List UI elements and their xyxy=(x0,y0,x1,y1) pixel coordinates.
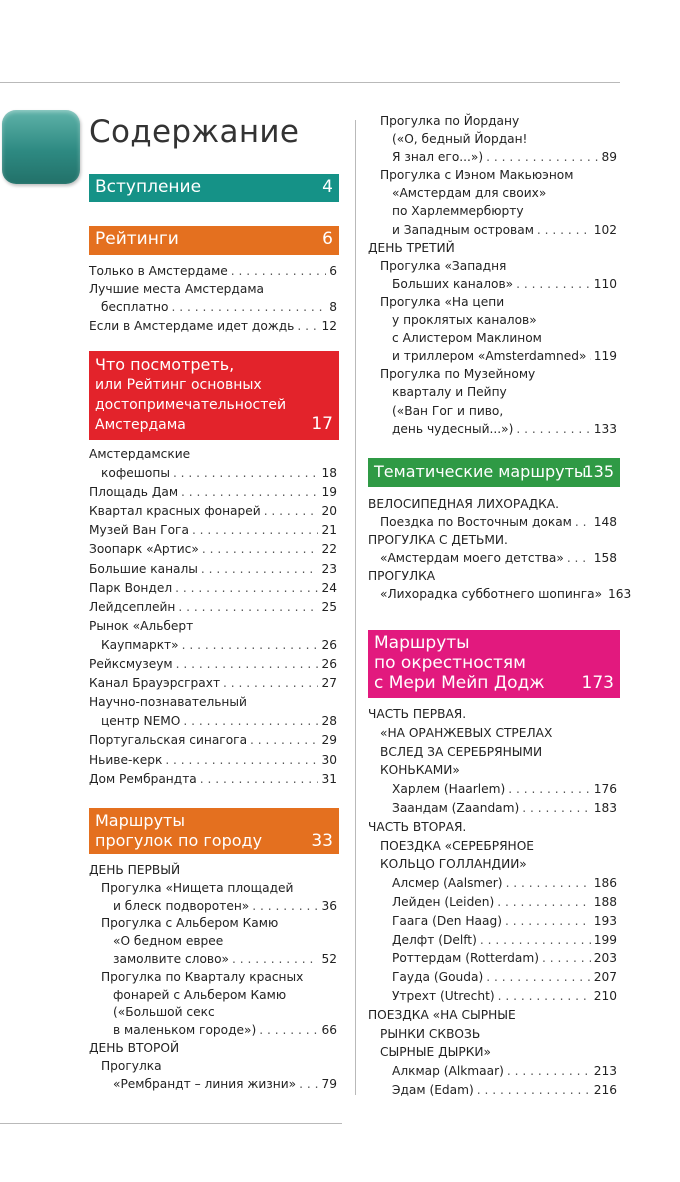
toc-entry-page: 186 xyxy=(593,876,617,891)
chapter-tab-icon xyxy=(2,110,80,184)
toc-entry[interactable] xyxy=(89,712,337,731)
toc-entry-text: Площадь Дам xyxy=(89,485,179,500)
toc-entry-text: Я знал его...») xyxy=(392,150,484,165)
toc-entry-page: 193 xyxy=(593,913,617,928)
toc-entry[interactable] xyxy=(368,968,617,987)
toc-entry-text: Поездка по Восточным докам xyxy=(380,515,572,530)
toc-entry-text: день чудесный...») xyxy=(392,421,514,436)
toc-entry-page: 52 xyxy=(321,951,337,966)
toc-entry-text: Прогулка «Нищета площадей xyxy=(101,880,294,895)
toc-entry-text: Прогулка по Кварталу красных xyxy=(101,969,304,984)
toc-entry-page: 24 xyxy=(321,580,337,595)
toc-leader-dots xyxy=(175,579,318,598)
around-list xyxy=(368,705,617,1100)
toc-entry-page: 199 xyxy=(593,932,617,947)
section-walks-line2: прогулок по городу xyxy=(95,831,263,850)
toc-entry-text: и блеск подворотен» xyxy=(113,898,250,913)
toc-entry-text: «О бедном еврее xyxy=(113,934,224,949)
toc-leader-dots xyxy=(192,521,319,540)
toc-entry-page: 158 xyxy=(593,551,617,566)
toc-entry-page: 176 xyxy=(593,782,617,797)
toc-leader-dots xyxy=(575,513,591,531)
toc-entry-text: Канал Брауэрсграхт xyxy=(89,676,221,691)
toc-entry-text: «Амстердам моего детства» xyxy=(380,551,564,566)
toc-entry-text: Зоопарк «Артис» xyxy=(89,542,199,557)
toc-entry xyxy=(368,202,617,220)
toc-leader-dots xyxy=(299,1076,318,1094)
toc-entry-page: 12 xyxy=(321,318,337,333)
toc-entry xyxy=(368,818,617,837)
toc-entry-text: ЧАСТЬ ВТОРАЯ. xyxy=(368,819,467,834)
toc-entry-text: Ньиве-керк xyxy=(89,752,163,767)
toc-leader-dots xyxy=(297,317,318,335)
toc-entry xyxy=(368,531,617,549)
toc-leader-dots xyxy=(497,893,590,912)
toc-leader-dots xyxy=(183,712,318,731)
toc-entry-text: Прогулка по Йордану xyxy=(380,114,520,128)
section-themes[interactable] xyxy=(368,458,620,487)
section-walks-page: 33 xyxy=(311,831,333,851)
toc-entry-text: Лейдсеплейн xyxy=(89,599,176,614)
toc-entry[interactable] xyxy=(368,987,617,1006)
toc-entry[interactable] xyxy=(368,874,617,893)
section-ratings[interactable] xyxy=(89,226,339,255)
toc-entry-page: 27 xyxy=(321,676,337,691)
toc-entry xyxy=(368,761,617,780)
toc-entry[interactable] xyxy=(89,579,337,598)
toc-entry-text: Рынок «Альберт xyxy=(89,618,194,633)
toc-leader-dots xyxy=(182,636,319,655)
section-ratings-page: 6 xyxy=(322,229,333,249)
toc-entry-text: Прогулка с Альбером Камю xyxy=(101,916,279,931)
toc-leader-dots xyxy=(176,655,319,674)
section-around[interactable] xyxy=(368,630,620,698)
toc-entry-text: ПРОГУЛКА xyxy=(368,569,436,584)
toc-entry-text: («О, бедный Йордан! xyxy=(392,132,528,147)
column-divider xyxy=(355,120,356,1095)
toc-entry-text: ПОЕЗДКА «СЕРЕБРЯНОЕ xyxy=(380,838,535,853)
toc-leader-dots xyxy=(567,549,591,567)
toc-leader-dots xyxy=(498,987,591,1006)
toc-entry xyxy=(368,311,617,329)
toc-entry-text: Прогулка по Музейному xyxy=(380,367,536,382)
toc-leader-dots xyxy=(516,275,591,293)
toc-entry-text: «Амстердам для своих» xyxy=(392,186,547,201)
toc-entry-page: 26 xyxy=(321,637,337,652)
toc-entry-text: Рейксмузеум xyxy=(89,657,173,672)
section-around-line3: с Мери Мейп Додж xyxy=(374,673,545,693)
toc-entry xyxy=(368,130,617,148)
toc-entry[interactable] xyxy=(89,1022,337,1040)
toc-entry-text: фонарей с Альбером Камю xyxy=(113,987,287,1002)
toc-entry-text: Музей Ван Гога xyxy=(89,523,189,538)
toc-entry-text: «Рембрандт – линия жизни» xyxy=(113,1076,297,1091)
section-sights-line4: Амстердама xyxy=(95,417,186,433)
toc-entry-text: Харлем (Haarlem) xyxy=(392,782,506,797)
toc-entry[interactable] xyxy=(89,751,337,770)
toc-entry[interactable] xyxy=(89,464,337,483)
section-sights-line3: достопримечательностей xyxy=(95,397,287,413)
toc-entry-page: 163 xyxy=(608,587,632,602)
toc-entry xyxy=(368,495,617,513)
toc-leader-dots xyxy=(232,951,318,969)
toc-entry-page: 21 xyxy=(321,523,337,538)
toc-entry xyxy=(89,445,337,464)
toc-entry-page: 8 xyxy=(329,300,337,315)
toc-leader-dots xyxy=(250,731,318,750)
toc-leader-dots xyxy=(252,898,318,916)
section-around-page: 173 xyxy=(581,673,614,693)
toc-entry xyxy=(368,257,617,275)
toc-entry[interactable] xyxy=(89,770,337,789)
toc-entry-text: кварталу и Пейпу xyxy=(392,385,507,400)
toc-entry-page: 188 xyxy=(593,894,617,909)
toc-entry xyxy=(368,184,617,202)
toc-entry xyxy=(368,724,617,743)
toc-entry xyxy=(368,567,617,585)
toc-entry-page: 22 xyxy=(321,542,337,557)
toc-entry-page: 119 xyxy=(593,349,617,364)
toc-entry-text: Утрехт (Utrecht) xyxy=(392,988,495,1003)
toc-entry[interactable] xyxy=(89,483,337,502)
toc-entry-text: Только в Амстердаме xyxy=(89,264,228,278)
toc-entry-text: «НА ОРАНЖЕВЫХ СТРЕЛАХ xyxy=(380,725,553,740)
toc-entry-text: замолвите слово» xyxy=(113,951,230,966)
toc-entry-page: 133 xyxy=(593,421,617,436)
toc-entry[interactable] xyxy=(368,949,617,968)
toc-entry-page: 203 xyxy=(593,951,617,966)
top-rule xyxy=(0,82,620,83)
toc-entry[interactable] xyxy=(89,560,337,579)
toc-entry[interactable] xyxy=(368,221,617,239)
toc-entry xyxy=(89,862,337,880)
toc-entry xyxy=(368,402,617,420)
toc-entry-text: в маленьком городе») xyxy=(113,1023,257,1038)
toc-entry[interactable] xyxy=(368,275,617,293)
toc-leader-dots xyxy=(508,780,590,799)
toc-leader-dots xyxy=(178,598,318,617)
section-sights[interactable] xyxy=(89,351,339,440)
toc-entry xyxy=(89,1058,337,1076)
sights-list xyxy=(89,445,337,789)
toc-leader-dots xyxy=(171,298,326,316)
toc-entry[interactable] xyxy=(89,540,337,559)
toc-entry[interactable] xyxy=(89,262,337,280)
toc-entry xyxy=(368,365,617,383)
toc-entry-text: Заандам (Zaandam) xyxy=(392,800,520,815)
toc-leader-dots xyxy=(516,420,590,438)
toc-entry-text: Амстердамские xyxy=(89,447,191,461)
toc-leader-dots xyxy=(477,1081,591,1100)
toc-entry-page: 110 xyxy=(593,276,617,291)
toc-entry-text: Каупмаркт» xyxy=(101,637,179,652)
toc-entry-text: Гауда (Gouda) xyxy=(392,970,484,985)
toc-entry[interactable] xyxy=(89,1076,337,1094)
toc-entry xyxy=(368,166,617,184)
toc-entry[interactable] xyxy=(368,931,617,950)
toc-entry xyxy=(89,915,337,933)
toc-entry-text: («Большой секс xyxy=(113,1005,215,1020)
toc-entry-text: КОНЬКАМИ» xyxy=(380,763,460,778)
toc-entry xyxy=(89,987,337,1005)
section-sights-page: 17 xyxy=(311,414,333,434)
section-intro-page: 4 xyxy=(322,177,333,197)
toc-entry[interactable] xyxy=(368,347,617,365)
toc-entry-page: 79 xyxy=(321,1076,337,1091)
toc-entry xyxy=(89,880,337,898)
toc-entry[interactable] xyxy=(89,521,337,540)
toc-leader-dots xyxy=(589,347,590,365)
toc-entry xyxy=(89,280,337,298)
toc-entry-page: 102 xyxy=(593,222,617,237)
toc-entry-text: Прогулка «На цепи xyxy=(380,294,505,309)
toc-leader-dots xyxy=(259,1022,318,1040)
toc-entry-text: Лейден (Leiden) xyxy=(392,894,495,909)
toc-entry-text: Большие каналы xyxy=(89,561,198,576)
toc-entry xyxy=(368,112,617,130)
ratings-list xyxy=(89,262,337,335)
toc-entry[interactable] xyxy=(89,598,337,617)
toc-entry-text: по Харлеммербюрту xyxy=(392,204,524,219)
toc-entry-text: Делфт (Delft) xyxy=(392,932,477,947)
toc-entry[interactable] xyxy=(89,298,337,316)
toc-entry-text: РЫНКИ СКВОЗЬ xyxy=(380,1026,481,1041)
toc-entry[interactable] xyxy=(368,912,617,931)
walks-continued-list xyxy=(368,112,617,438)
toc-entry-text: бесплатно xyxy=(101,300,169,315)
toc-entry-text: Алкмар (Alkmaar) xyxy=(392,1064,504,1079)
toc-entry-text: КОЛЬЦО ГОЛЛАНДИИ» xyxy=(380,857,527,872)
toc-entry xyxy=(368,293,617,311)
section-themes-page: 135 xyxy=(583,462,614,481)
section-around-line1: Маршруты xyxy=(374,633,470,653)
toc-entry xyxy=(89,693,337,712)
toc-entry[interactable] xyxy=(368,420,617,438)
page-title: Содержание xyxy=(89,114,300,150)
toc-leader-dots xyxy=(181,483,318,502)
toc-entry[interactable] xyxy=(368,893,617,912)
toc-entry[interactable] xyxy=(89,731,337,750)
toc-leader-dots xyxy=(223,674,318,693)
toc-entry[interactable] xyxy=(89,636,337,655)
toc-entry xyxy=(368,1025,617,1044)
toc-entry-page: 207 xyxy=(593,970,617,985)
toc-entry-page: 36 xyxy=(321,898,337,913)
section-ratings-label: Рейтинги xyxy=(95,229,179,249)
toc-entry-page: 30 xyxy=(321,752,337,767)
toc-entry-text: Научно-познавательный xyxy=(89,695,247,710)
toc-entry-page: 19 xyxy=(321,485,337,500)
toc-entry-text: Прогулка «Западня xyxy=(380,258,507,273)
toc-leader-dots xyxy=(486,968,591,987)
toc-entry-text: Алсмер (Aalsmer) xyxy=(392,876,503,891)
toc-leader-dots xyxy=(231,262,326,280)
toc-entry-page: 213 xyxy=(593,1064,617,1079)
toc-entry xyxy=(89,1004,337,1022)
toc-entry-text: у проклятых каналов» xyxy=(392,313,537,328)
themes-list xyxy=(368,495,632,604)
toc-leader-dots xyxy=(486,148,598,166)
toc-entry xyxy=(368,329,617,347)
toc-entry-text: Лучшие места Амстердама xyxy=(89,282,264,297)
toc-entry-text: Больших каналов» xyxy=(392,276,514,291)
toc-entry-page: 31 xyxy=(321,771,337,786)
toc-entry-text: Эдам (Edam) xyxy=(392,1082,474,1097)
section-walks[interactable] xyxy=(89,808,339,854)
toc-entry[interactable] xyxy=(89,898,337,916)
toc-entry[interactable] xyxy=(89,674,337,693)
toc-leader-dots xyxy=(480,931,591,950)
section-intro-label: Вступление xyxy=(95,177,202,197)
toc-entry xyxy=(368,1006,617,1025)
toc-entry-text: Парк Вондел xyxy=(89,580,173,595)
toc-entry-page: 20 xyxy=(321,504,337,519)
toc-leader-dots xyxy=(173,464,319,483)
toc-entry[interactable] xyxy=(368,1062,617,1081)
toc-leader-dots xyxy=(537,221,591,239)
section-sights-line1: Что посмотреть, xyxy=(95,355,235,374)
toc-entry-page: 148 xyxy=(593,515,617,530)
toc-entry-text: ЧАСТЬ ПЕРВАЯ. xyxy=(368,707,467,721)
toc-entry xyxy=(368,855,617,874)
toc-entry-text: Если в Амстердаме идет дождь xyxy=(89,318,295,333)
toc-entry-text: Прогулка с Иэном Макьюэном xyxy=(380,168,574,183)
toc-entry-text: и триллером «Amsterdamned» xyxy=(392,349,587,364)
toc-entry xyxy=(89,617,337,636)
toc-entry-page: 25 xyxy=(321,599,337,614)
walks-list xyxy=(89,862,337,1093)
toc-entry[interactable] xyxy=(368,1081,617,1100)
toc-entry xyxy=(89,933,337,951)
toc-entry-text: ПОЕЗДКА «НА СЫРНЫЕ xyxy=(368,1007,516,1022)
toc-entry-page: 28 xyxy=(321,714,337,729)
toc-entry xyxy=(368,743,617,762)
toc-entry-text: Квартал красных фонарей xyxy=(89,504,261,519)
toc-entry xyxy=(368,383,617,401)
toc-entry-text: Португальская синагога xyxy=(89,733,248,748)
toc-entry-text: СЫРНЫЕ ДЫРКИ» xyxy=(380,1045,491,1060)
toc-entry-text: «Лихорадка субботнего шопинга» xyxy=(380,587,603,602)
toc-leader-dots xyxy=(165,751,318,770)
toc-entry-text: кофешопы xyxy=(101,466,170,481)
toc-entry[interactable] xyxy=(89,317,337,335)
toc-entry-page: 210 xyxy=(593,988,617,1003)
toc-leader-dots xyxy=(505,912,591,931)
toc-entry-text: и Западным островам xyxy=(392,222,534,237)
toc-entry-text: ДЕНЬ ВТОРОЙ xyxy=(89,1040,180,1055)
bottom-rule xyxy=(0,1123,342,1124)
toc-entry-page: 18 xyxy=(321,466,337,481)
toc-entry xyxy=(368,239,617,257)
toc-entry-text: Роттердам (Rotterdam) xyxy=(392,951,540,966)
toc-entry-text: ДЕНЬ ТРЕТИЙ xyxy=(368,240,455,255)
toc-entry-page: 26 xyxy=(321,657,337,672)
toc-entry-text: ВСЛЕД ЗА СЕРЕБРЯНЫМИ xyxy=(380,744,543,759)
toc-entry-page: 66 xyxy=(321,1023,337,1038)
toc-entry xyxy=(89,969,337,987)
section-around-line2: по окрестностям xyxy=(374,653,526,673)
toc-entry-text: ПРОГУЛКА С ДЕТЬМИ. xyxy=(368,533,508,548)
toc-entry-page: 183 xyxy=(593,800,617,815)
toc-entry[interactable] xyxy=(368,780,617,799)
toc-entry-page: 23 xyxy=(321,561,337,576)
toc-leader-dots xyxy=(264,502,319,521)
section-intro[interactable] xyxy=(89,174,339,202)
toc-entry[interactable] xyxy=(89,951,337,969)
toc-entry-text: Дом Рембрандта xyxy=(89,771,197,786)
section-walks-line1: Маршруты xyxy=(95,811,185,830)
toc-entry-page: 29 xyxy=(321,733,337,748)
toc-leader-dots xyxy=(542,949,591,968)
toc-leader-dots xyxy=(507,1062,591,1081)
toc-entry-text: Прогулка xyxy=(101,1058,162,1073)
toc-entry-page: 89 xyxy=(601,150,617,165)
toc-entry xyxy=(368,1043,617,1062)
toc-entry-text: с Алистером Маклином xyxy=(392,331,542,346)
toc-leader-dots xyxy=(522,799,590,818)
toc-entry-page: 6 xyxy=(329,264,337,278)
toc-entry-text: центр NEMO xyxy=(101,714,181,729)
toc-leader-dots xyxy=(506,874,591,893)
toc-entry-text: ВЕЛОСИПЕДНАЯ ЛИХОРАДКА. xyxy=(368,497,559,511)
toc-entry-page: 216 xyxy=(593,1082,617,1097)
toc-entry[interactable] xyxy=(368,549,617,567)
toc-entry[interactable] xyxy=(368,799,617,818)
toc-entry-text: («Ван Гог и пиво, xyxy=(392,403,504,418)
toc-entry xyxy=(368,837,617,856)
section-themes-label: Тематические маршруты xyxy=(374,462,587,481)
toc-entry[interactable] xyxy=(89,655,337,674)
toc-entry[interactable] xyxy=(368,585,632,603)
toc-entry xyxy=(368,705,617,724)
toc-entry xyxy=(89,1040,337,1058)
toc-entry[interactable] xyxy=(89,502,337,521)
section-sights-line2: или Рейтинг основных xyxy=(95,377,262,393)
toc-leader-dots xyxy=(200,770,319,789)
toc-entry[interactable] xyxy=(368,513,617,531)
toc-leader-dots xyxy=(202,540,319,559)
toc-entry-text: ДЕНЬ ПЕРВЫЙ xyxy=(89,863,181,877)
toc-leader-dots xyxy=(201,560,319,579)
toc-entry[interactable] xyxy=(368,148,617,166)
toc-entry-text: Гаага (Den Haag) xyxy=(392,913,502,928)
